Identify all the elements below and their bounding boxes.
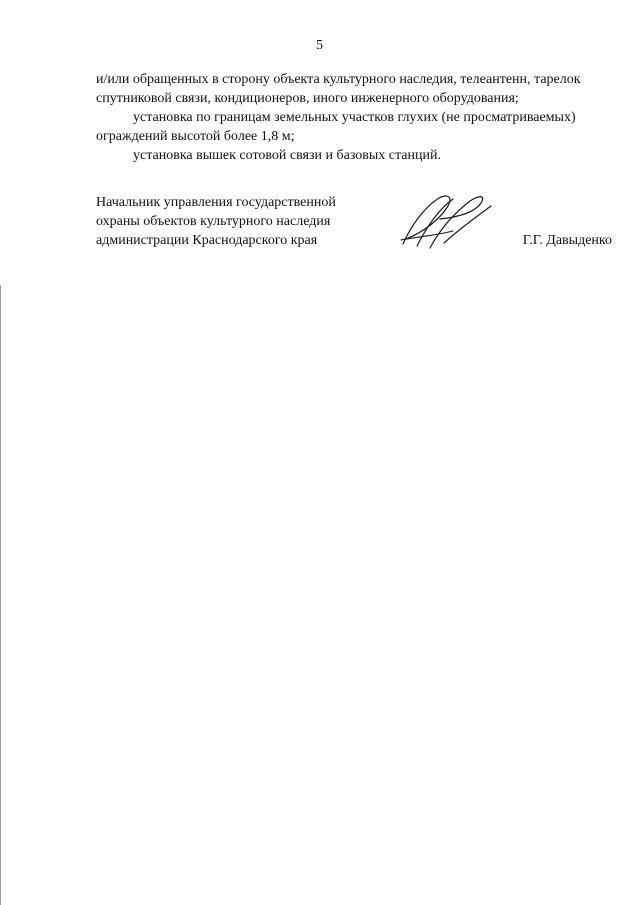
body-line-5: установка вышек сотовой связи и базовых станций. — [133, 148, 441, 163]
body-line-4: ограждений высотой более 1,8 м; — [96, 129, 295, 144]
signatory-position — [96, 193, 336, 250]
signer-name: Г.Г. Давыденко — [522, 233, 612, 248]
signatory-position-line-1: Начальник управления государственной — [96, 195, 336, 210]
body-line-3: установка по границам земельных участков глухих (не просматриваемых) — [133, 110, 576, 125]
body-line-2: спутниковой связи, кондиционеров, иного инженерного оборудования; — [96, 91, 519, 106]
signatory-position-line-3: администрации Краснодарского края — [96, 233, 318, 248]
body-line-1: и/или обращенных в сторону объекта культурного наследия, телеантенн, тарелок — [96, 72, 581, 87]
signatory-position-line-2: охраны объектов культурного наследия — [96, 214, 331, 229]
handwritten-signature — [395, 188, 495, 254]
page-edge-line — [0, 285, 1, 905]
document-body-text — [96, 70, 616, 165]
page-number: 5 — [316, 38, 323, 53]
